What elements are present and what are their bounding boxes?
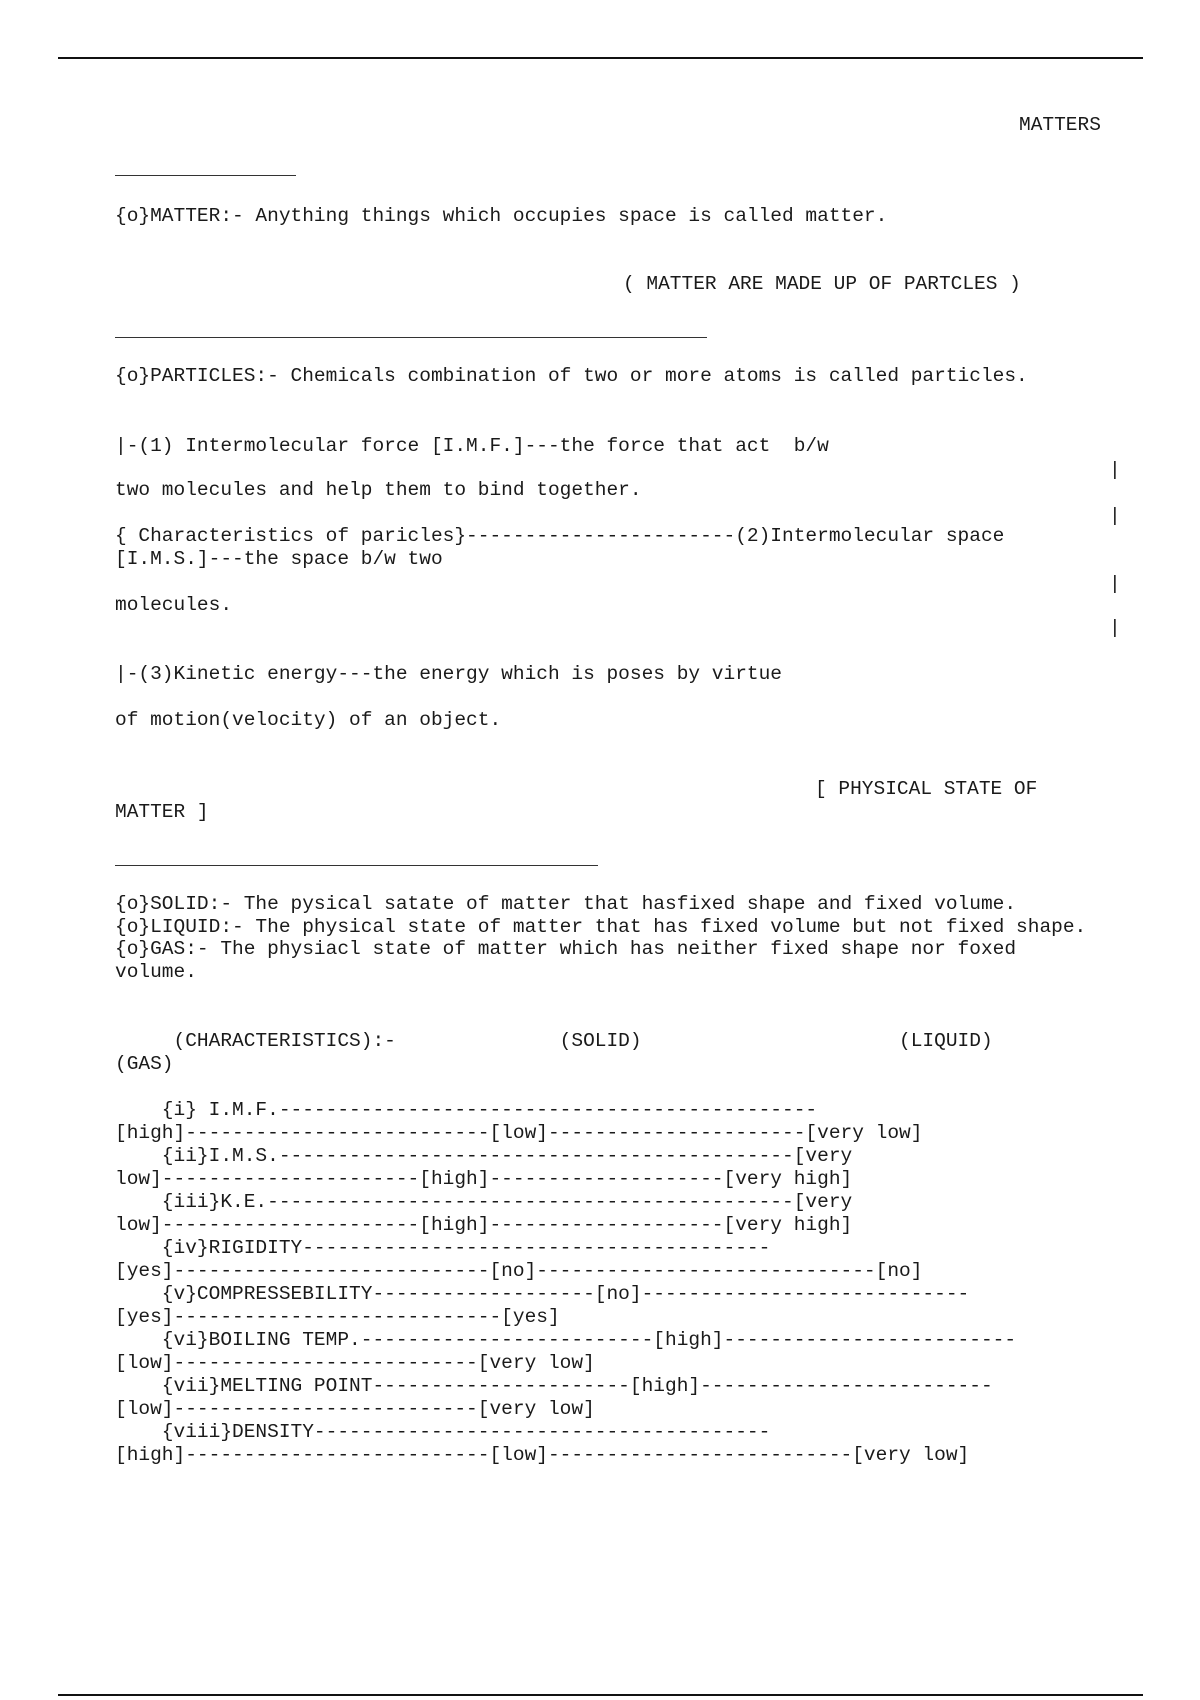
bracket-bar: | (1109, 459, 1121, 481)
bracket-bar: | (1109, 505, 1121, 527)
physical-state-heading-2: MATTER ] (115, 801, 209, 823)
ke-line-1: |-(3)Kinetic energy---the energy which is poses by virtue (115, 663, 783, 685)
imf-line-2: two molecules and help them to bind together. (115, 479, 642, 501)
characteristics-line-1: { Characteristics of paricles}-----------------------(2)Intermolecular space (115, 525, 1005, 547)
table-row: low]----------------------[high]--------------------[very high] (115, 1168, 853, 1190)
table-row: [high]--------------------------[low]----------------------[very low] (115, 1122, 923, 1144)
characteristics-line-2: [I.M.S.]---the space b/w two (115, 548, 443, 570)
table-row: [high]--------------------------[low]--------------------------[very low] (115, 1444, 970, 1466)
table-header-2: (GAS) (115, 1053, 174, 1075)
table-row: {vi}BOILING TEMP.-------------------------[high]------------------------- (115, 1329, 1017, 1351)
imf-line-1: |-(1) Intermolecular force [I.M.F.]---the force that act b/w (115, 435, 829, 457)
page-bottom-rule (58, 1694, 1143, 1696)
matter-subheading: ( MATTER ARE MADE UP OF PARTCLES ) (623, 273, 1021, 295)
table-row: {iii}K.E.---------------------------------------------[very (115, 1191, 853, 1213)
table-row: {vii}MELTING POINT----------------------[high]------------------------- (115, 1375, 993, 1397)
table-row: [yes]----------------------------[yes] (115, 1306, 560, 1328)
physical-state-underline (115, 865, 598, 866)
page-title: MATTERS (1019, 114, 1101, 136)
liquid-definition: {o}LIQUID:- The physical state of matter that has fixed volume but not fixed shape. (115, 916, 1087, 938)
subheading-underline (115, 337, 707, 338)
bracket-bar: | (1109, 617, 1121, 639)
matter-definition: {o}MATTER:- Anything things which occupies space is called matter. (115, 205, 888, 227)
table-row: [low]--------------------------[very low] (115, 1398, 595, 1420)
table-row: low]----------------------[high]--------------------[very high] (115, 1214, 853, 1236)
table-row: {v}COMPRESSEBILITY-------------------[no]---------------------------- (115, 1283, 970, 1305)
solid-definition: {o}SOLID:- The pysical satate of matter that hasfixed shape and fixed volume. (115, 893, 1017, 915)
table-row: [yes]---------------------------[no]-----------------------------[no] (115, 1260, 923, 1282)
characteristics-line-3: molecules. (115, 594, 233, 616)
gas-definition-2: volume. (115, 961, 197, 983)
table-header-1: (CHARACTERISTICS):- (SOLID) (LIQUID) (115, 1030, 993, 1052)
table-row: [low]--------------------------[very low] (115, 1352, 595, 1374)
particles-definition: {o}PARTICLES:- Chemicals combination of two or more atoms is called particles. (115, 365, 1028, 387)
physical-state-heading-1: [ PHYSICAL STATE OF (815, 778, 1038, 800)
table-row: {ii}I.M.S.--------------------------------------------[very (115, 1145, 853, 1167)
ke-line-2: of motion(velocity) of an object. (115, 709, 502, 731)
table-row: {i} I.M.F.---------------------------------------------- (115, 1099, 818, 1121)
bracket-bar: | (1109, 573, 1121, 595)
table-row: {iv}RIGIDITY---------------------------------------- (115, 1237, 771, 1259)
page-top-rule (58, 57, 1143, 59)
title-underline (115, 175, 296, 176)
gas-definition-1: {o}GAS:- The physiacl state of matter which has neither fixed shape nor foxed (115, 938, 1017, 960)
table-row: {viii}DENSITY--------------------------------------- (115, 1421, 771, 1443)
